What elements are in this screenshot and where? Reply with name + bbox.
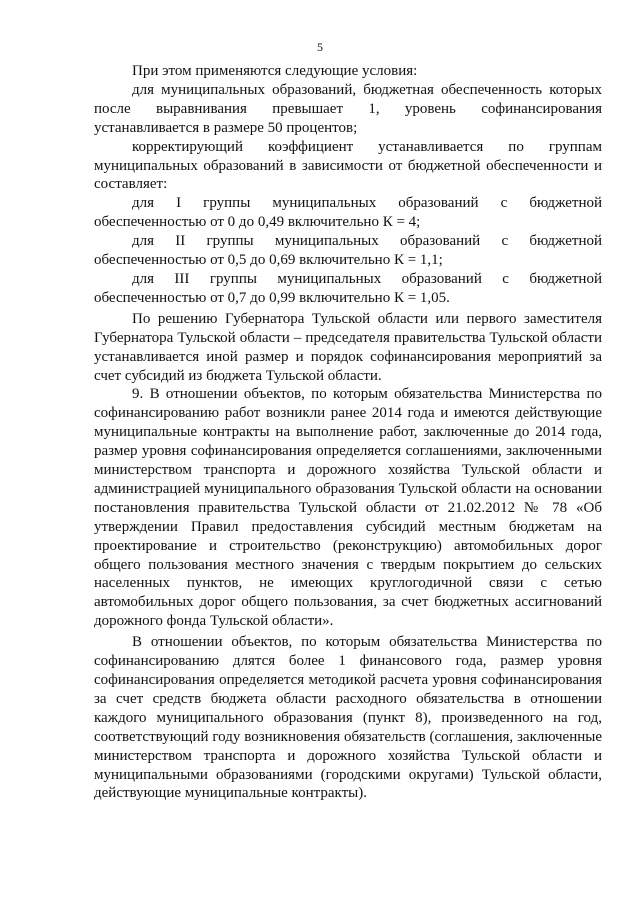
paragraph-condition-over-one: для муниципальных образований, бюджетная обеспеченность которых после выравнивания превышает 1, уровень софинансирования устанавливается в размере 50 процентов;	[94, 81, 602, 136]
page-number: 5	[317, 40, 323, 54]
document-body	[94, 62, 602, 803]
paragraph-correction-coefficient: корректирующий коэффициент устанавливается по группам муниципальных образований в зависимости от бюджетной обеспеченности и составляет:	[94, 138, 602, 193]
paragraph-group-3: для III группы муниципальных образований с бюджетной обеспеченностью от 0,7 до 0,99 включительно К = 1,05.	[94, 270, 602, 306]
paragraph-multi-year-objects: В отношении объектов, по которым обязательства Министерства по софинансированию длятся более 1 финансового года, размер уровня софинансирования определяется методикой расчета уровня софинансирования за счет средств бюджета области расходного обязательства в отношении каждого муниципального образования (пункт 8), произведенного на год, соответствующий году возникновения обязательств (соглашения, заключенные министерством транспорта и дорожного хозяйства Тульской области и муниципальными образованиями (городскими округами) Тульской области, действующие муниципальные контракты).	[94, 634, 602, 802]
paragraph-item-9: 9. В отношении объектов, по которым обязательства Министерства по софинансированию работ возникли ранее 2014 года и имеются действующие муниципальные контракты на выполнение работ, заключенные до 2014 года, размер уровня софинансирования определяется соглашениями, заключенными министерством транспорта и дорожного хозяйства Тульской области и администрацией муниципального образования Тульской области на основании постановления правительства Тульской области от 21.02.2012 № 78 «Об утверждении Правил предоставления субсидий местным бюджетам на проектирование и строительство (реконструкцию) автомобильных дорог общего пользования местного значения с твердым покрытием до сельских населенных пунктов, не имеющих круглогодичной связи с сетью автомобильных дорог общего пользования, за счет бюджетных ассигнований дорожного фонда Тульской области».	[94, 386, 602, 630]
paragraph-group-1: для I группы муниципальных образований с бюджетной обеспеченностью от 0 до 0,49 включительно К = 4;	[94, 195, 602, 231]
paragraph-governor-decision: По решению Губернатора Тульской области или первого заместителя Губернатора Тульской области – председателя правительства Тульской области устанавливается иной размер и порядок софинансирования мероприятий за счет субсидий из бюджета Тульской области.	[94, 310, 602, 384]
paragraph-conditions-intro: При этом применяются следующие условия:	[132, 63, 418, 79]
paragraph-group-2: для II группы муниципальных образований с бюджетной обеспеченностью от 0,5 до 0,69 включительно К = 1,1;	[94, 233, 602, 269]
